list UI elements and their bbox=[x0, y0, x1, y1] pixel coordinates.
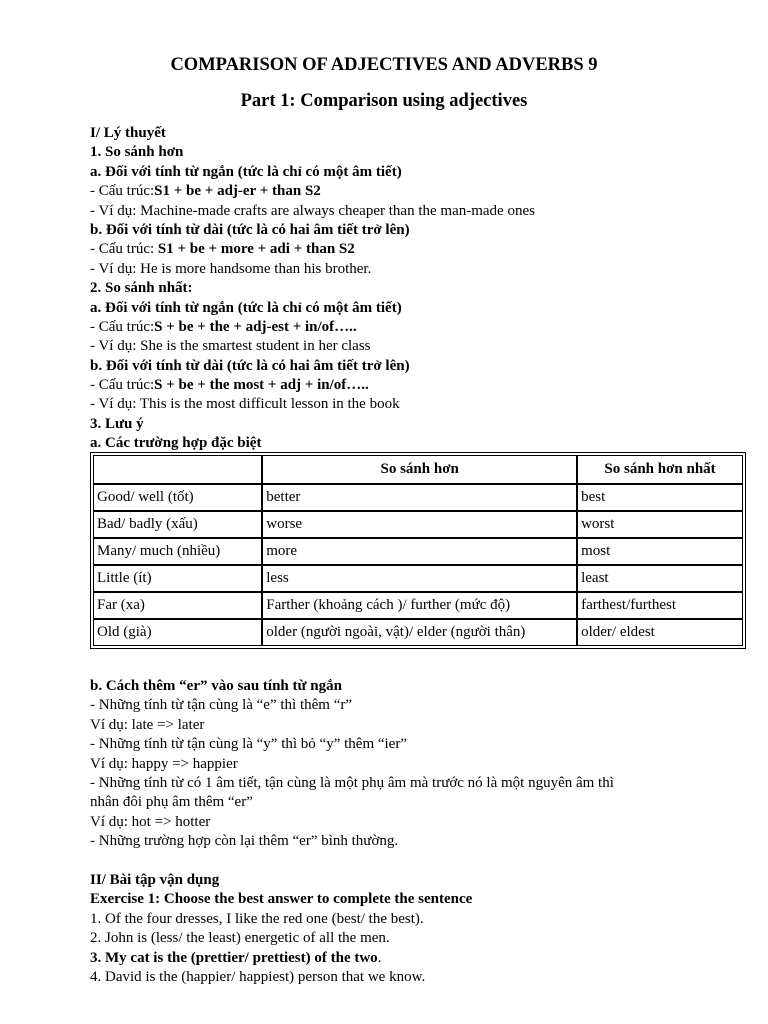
structure-prefix: - Cấu trúc: bbox=[90, 377, 155, 394]
table-cell: best bbox=[577, 484, 743, 511]
document-subtitle: Part 1: Comparison using adjectives bbox=[240, 91, 528, 111]
table-row bbox=[93, 511, 743, 538]
comparative-short-heading: a. Đối với tính từ ngắn (tức là chỉ có một âm tiết) bbox=[90, 163, 402, 180]
special-cases-heading: a. Các trường hợp đặc biệt bbox=[90, 435, 262, 452]
question-4: 4. David is the (happier/ happiest) person that we know. bbox=[90, 968, 426, 985]
rule-line: - Những tính từ có 1 âm tiết, tận cùng là một phụ âm mà trước nó là một nguyên âm thì bbox=[90, 774, 614, 791]
rule-line: Ví dụ: hot => hotter bbox=[90, 813, 211, 830]
superlative-long-heading: b. Đối với tính từ dài (tức là có hai âm tiết trở lên) bbox=[90, 357, 410, 374]
table-cell: better bbox=[262, 484, 577, 511]
table-header-cell: So sánh hơn bbox=[262, 455, 577, 484]
comparative-short-structure bbox=[90, 182, 750, 201]
structure-formula: S1 + be + more + adi + than S2 bbox=[157, 241, 355, 258]
comparative-heading: 1. So sánh hơn bbox=[90, 144, 184, 161]
table-row bbox=[93, 592, 743, 619]
structure-prefix: - Cấu trúc: bbox=[90, 318, 155, 335]
table-cell: more bbox=[262, 538, 577, 565]
rule-line: nhân đôi phụ âm thêm “er” bbox=[90, 794, 253, 811]
document-title: COMPARISON OF ADJECTIVES AND ADVERBS 9 bbox=[170, 55, 598, 75]
rule-line: - Những tính từ tận cùng là “y” thì bỏ “y” thêm “ier” bbox=[90, 736, 407, 753]
practice-section bbox=[90, 871, 750, 987]
structure-formula: S + be + the + adj-est + in/of….. bbox=[154, 318, 357, 335]
table-cell: Good/ well (tốt) bbox=[93, 484, 262, 511]
question-2: 2. John is (less/ the least) energetic of all the men. bbox=[90, 930, 390, 947]
rule-line: Ví dụ: happy => happier bbox=[90, 755, 238, 772]
table-row bbox=[93, 484, 743, 511]
table-cell: worse bbox=[262, 511, 577, 538]
table-header-cell: So sánh hơn nhất bbox=[577, 455, 743, 484]
irregular-forms-table bbox=[90, 452, 746, 649]
table-cell: older/ eldest bbox=[577, 619, 743, 646]
question-3 bbox=[90, 949, 750, 968]
question-3-text: 3. My cat is the (prettier/ prettiest) of the two bbox=[90, 949, 378, 966]
table-cell: worst bbox=[577, 511, 743, 538]
practice-heading: II/ Bài tập vận dụng bbox=[90, 872, 220, 888]
comparative-long-example: - Ví dụ: He is more handsome than his brother. bbox=[90, 260, 372, 277]
comparative-long-structure bbox=[90, 240, 750, 259]
table-row bbox=[93, 619, 743, 646]
superlative-short-example: - Ví dụ: She is the smartest student in her class bbox=[90, 338, 371, 355]
rule-line: Ví dụ: late => later bbox=[90, 716, 205, 733]
er-rules-heading: b. Cách thêm “er” vào sau tính từ ngắn bbox=[90, 678, 342, 694]
comparative-short-example: - Ví dụ: Machine-made crafts are always cheaper than the man-made ones bbox=[90, 202, 535, 219]
table-cell: older (người ngoài, vật)/ elder (người thân) bbox=[262, 619, 577, 646]
table-cell: Far (xa) bbox=[93, 592, 262, 619]
table-header-cell bbox=[93, 455, 262, 484]
table-cell: Many/ much (nhiều) bbox=[93, 538, 262, 565]
table-cell: least bbox=[577, 565, 743, 592]
superlative-short-structure bbox=[90, 318, 750, 337]
comparative-long-heading: b. Đối với tính từ dài (tức là có hai âm tiết trở lên) bbox=[90, 221, 410, 238]
structure-formula: S1 + be + adj-er + than S2 bbox=[154, 183, 321, 200]
er-rules-section bbox=[90, 677, 750, 852]
table-header-row bbox=[93, 455, 743, 484]
theory-heading: I/ Lý thuyết bbox=[90, 125, 166, 141]
exercise-heading: Exercise 1: Choose the best answer to complete the sentence bbox=[90, 891, 473, 908]
question-1: 1. Of the four dresses, I like the red one (best/ the best). bbox=[90, 910, 424, 927]
question-3-period: . bbox=[377, 949, 382, 966]
rule-line: - Những tính từ tận cùng là “e” thì thêm “r” bbox=[90, 697, 353, 714]
superlative-long-example: - Ví dụ: This is the most difficult lesson in the book bbox=[90, 396, 400, 413]
rule-line: - Những trường hợp còn lại thêm “er” bình thường. bbox=[90, 833, 399, 850]
table-cell: less bbox=[262, 565, 577, 592]
table-cell: Old (già) bbox=[93, 619, 262, 646]
table-cell: Bad/ badly (xấu) bbox=[93, 511, 262, 538]
superlative-short-heading: a. Đối với tính từ ngắn (tức là chỉ có một âm tiết) bbox=[90, 299, 402, 316]
structure-formula: S + be + the most + adj + in/of….. bbox=[154, 377, 369, 394]
superlative-heading: 2. So sánh nhất: bbox=[90, 280, 193, 297]
table-cell: Little (ít) bbox=[93, 565, 262, 592]
table-cell: most bbox=[577, 538, 743, 565]
table-cell: Farther (khoảng cách )/ further (mức độ) bbox=[262, 592, 577, 619]
notes-heading: 3. Lưu ý bbox=[90, 415, 144, 432]
structure-prefix: - Cấu trúc: bbox=[90, 241, 158, 258]
superlative-long-structure bbox=[90, 376, 750, 395]
theory-section bbox=[90, 124, 750, 454]
structure-prefix: - Cấu trúc: bbox=[90, 183, 155, 200]
table-row bbox=[93, 538, 743, 565]
table-row bbox=[93, 565, 743, 592]
table-cell: farthest/furthest bbox=[577, 592, 743, 619]
